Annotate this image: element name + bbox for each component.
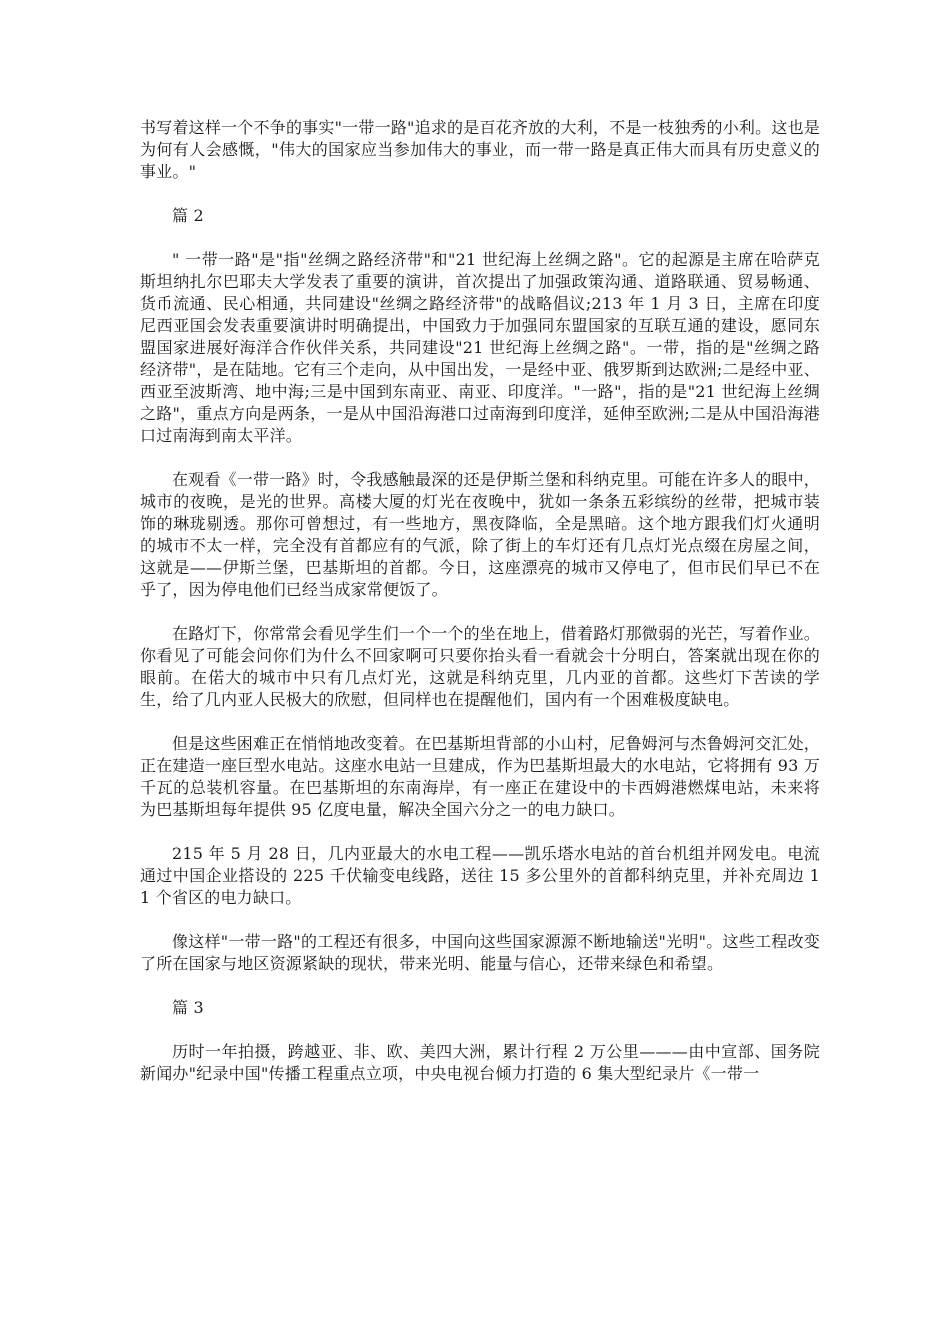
- section-2-paragraph-2: 在观看《一带一路》时，令我感触最深的还是伊斯兰堡和科纳克里。可能在许多人的眼中，城市的夜晚，是光的世界。高楼大厦的灯光在夜晚中，犹如一条条五彩缤纷的丝带，把城市装饰的琳珑剔透。那你可曾想过，有一些地方，黑夜降临，全是黑暗。这个地方跟我们灯火通明的城市不太一样，完全没有首都应有的气派，除了街上的车灯还有几点灯光点缀在房屋之间，这就是——伊斯兰堡，巴基斯坦的首都。今日，这座漂亮的城市又停电了，但市民们早已不在乎了，因为停电他们已经当成家常便饭了。: [140, 470, 821, 599]
- section-3-heading: 篇 3: [172, 998, 204, 1017]
- section-2-paragraph-1: " 一带一路"是"指"丝绸之路经济带"和"21 世纪海上丝绸之路"。它的起源是主席在哈萨克斯坦纳扎尔巴耶夫大学发表了重要的演讲，首次提出了加强政策沟通、道路联通、贸易畅通、货币流通、民心相通，共同建设"丝绸之路经济带"的战略倡议;213 年 1 月 3 日，主席在印度尼西亚国会发表重要演讲时明确提出，中国致力于加强同东盟国家的互联互通的建设，愿同东盟国家进展好海洋合作伙伴关系，共同建设"21 世纪海上丝绸之路"。一带，指的是"丝绸之路经济带"，是在陆地。它有三个走向，从中国出发，一是经中亚、俄罗斯到达欧洲;二是经中亚、西亚至波斯湾、地中海;三是中国到东南亚、南亚、印度洋。"一路"，指的是"21 世纪海上丝绸之路"，重点方向是两条，一是从中国沿海港口过南海到印度洋，延伸至欧洲;二是从中国沿海港口过南海到南太平洋。: [140, 250, 820, 445]
- document-body: [140, 117, 820, 1107]
- section-2-paragraph-5: 215 年 5 月 28 日，几内亚最大的水电工程——凯乐塔水电站的首台机组并网发电。电流通过中国企业搭设的 225 千伏输变电线路，送往 15 多公里外的首都科纳克里，并补充周边 11 个省区的电力缺口。: [140, 844, 820, 907]
- section-2-paragraph-4: 但是这些困难正在悄悄地改变着。在巴基斯坦背部的小山村，尼鲁姆河与杰鲁姆河交汇处，正在建造一座巨型水电站。这座水电站一旦建成，作为巴基斯坦最大的水电站，它将拥有 93 万千瓦的总装机容量。在巴基斯坦的东南海岸，有一座正在建设中的卡西姆港燃煤电站，未来将为巴基斯坦每年提供 95 亿度电量，解决全国六分之一的电力缺口。: [140, 734, 821, 819]
- section-2-heading: 篇 2: [172, 206, 204, 225]
- intro-paragraph: 书写着这样一个不争的事实"一带一路"追求的是百花齐放的大利，不是一枝独秀的小利。这也是为何有人会感慨，"伟大的国家应当参加伟大的事业，而一带一路是真正伟大而具有历史意义的事业。": [140, 118, 820, 181]
- section-3-paragraph-1: 历时一年拍摄，跨越亚、非、欧、美四大洲，累计行程 2 万公里———由中宣部、国务院新闻办"纪录中国"传播工程重点立项，中央电视台倾力打造的 6 集大型纪录片《一带一: [140, 1042, 820, 1083]
- section-2-paragraph-3: 在路灯下，你常常会看见学生们一个一个的坐在地上，借着路灯那微弱的光芒，写着作业。你看见了可能会问你们为什么不回家啊可只要你抬头看一看就会十分明白，答案就出现在你的眼前。在偌大的城市中只有几点灯光，这就是科纳克里，几内亚的首都。这些灯下苦读的学生，给了几内亚人民极大的欣慰，但同样也在提醒他们，国内有一个困难极度缺电。: [140, 624, 821, 709]
- section-2-paragraph-6: 像这样"一带一路"的工程还有很多，中国向这些国家源源不断地输送"光明"。这些工程改变了所在国家与地区资源紧缺的现状，带来光明、能量与信心，还带来绿色和希望。: [140, 932, 820, 973]
